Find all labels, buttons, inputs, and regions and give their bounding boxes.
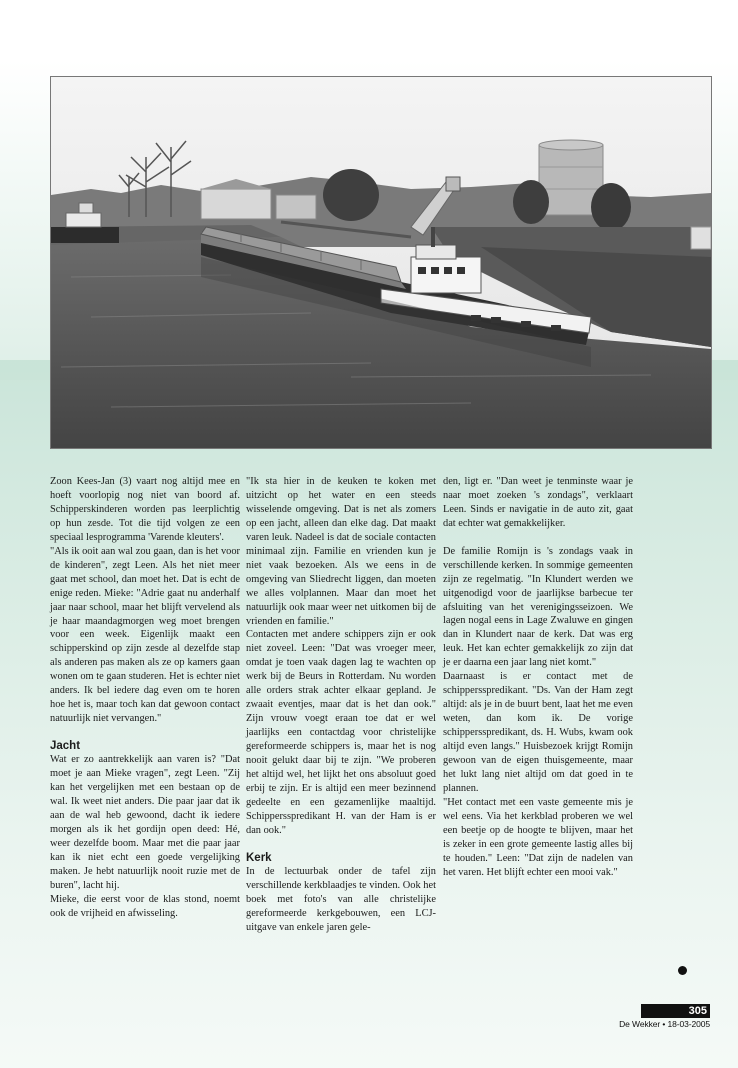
page-number: 305 — [641, 1004, 710, 1018]
section-heading-jacht: Jacht — [50, 740, 81, 753]
paragraph: "Als ik ooit aan wal zou gaan, dan is het voor de kinderen", zegt Leen. Als het niet meer gaat met school, dan moet het. Dat is echt de enige reden. Mieke: "Adrie gaat nu anderhalf jaar naar school, maar het blijft vervelend als je haar maandagmorgen weg moet brengen voor een week. Eigenlijk maakt een schipperskind op zijn zesde al dezelfde stap als anderen pas maken als ze op kamers gaan wonen om te gaan studeren. Het is echter niet anders. Ik bel iedere dag even om te horen hoe het is, maar toch kan dat gewoon contact natuurlijk niet vervangen." — [50, 545, 240, 725]
end-of-article-bullet-icon — [678, 966, 687, 975]
paragraph: Wat er zo aantrekkelijk aan varen is? "Dat moet je aan Mieke vragen", zegt Leen. "Zij kan het vergelijken met een bestaan op de wal. Ik weet niet anders. Die paar jaar dat ik aan de wal heb gewoond, dacht ik iedere morgen als ik het gordijn open deed: Hé, weer dezelfde boom. Maar met die paar jaar kan ik niet echt een goede vergelijking maken. Je hebt natuurlijk nooit ruzie met de buren", lacht hij. — [50, 754, 240, 891]
paragraph: Mieke, die eerst voor de klas stond, noemt ook de vrijheid en afwisseling. — [50, 893, 240, 919]
barge-photo — [50, 76, 712, 449]
paragraph: De familie Romijn is 's zondags vaak in verschillende kerken. In sommige gemeenten zijn ze regelmatig. "In Klundert werden we uitgenodigd voor de jaarlijkse barbecue ter afsluiting van het verenigingsseizoen. We lagen nogal eens in Lage Zwaluwe en gingen dan in Klundert naar de kerk. Dat was erg leuk. Het kan echter gemakkelijk zo zijn dat je er daarna een jaar lang niet komt." — [443, 545, 633, 669]
paragraph: In de lectuurbak onder de tafel zijn verschillende kerkblaadjes te vinden. Ook het boek met foto's van alle christelijke gereformeerde kerkgebouwen, een LCJ-uitgave van enkele jaren gele- — [246, 865, 436, 933]
paragraph: "Ik sta hier in de keuken te koken met uitzicht op het water en een steeds wisselende omgeving. Dat is net als zomers op een jacht, alleen dan elke dag. Dat maakt varen leuk. Nadeel is dat de sociale contacten minimaal zijn. Familie en vrienden kun je niet vaak bezoeken. Als we eens in de omgeving van Sliedrecht liggen, dan moeten we alles volplannen. Maar dan moet het natuurlijk ook maar weer net uitkomen bij de vrienden en familie." — [246, 476, 436, 627]
text-column-2 — [246, 475, 436, 935]
paragraph: Zoon Kees-Jan (3) vaart nog altijd mee en hoeft voorlopig nog niet van boord af. Schipperskinderen worden pas leerplichtig op hun zesde. Tot die tijd volgen ze een speciaal lesprogramma 'Varende kleuters'. — [50, 476, 240, 543]
paragraph: "Het contact met een vaste gemeente mis je wel eens. Via het kerkblad proberen we wel een beetje op de hoogte te blijven, maar het is zeker in een grote gemeente lastig alles bij te houden." Leen: "Dat zijn de nadelen van het varen. Het blijft echter een mooi vak." — [443, 796, 633, 878]
section-heading-kerk: Kerk — [246, 851, 272, 864]
paragraph: Contacten met andere schippers zijn er ook niet zoveel. Leen: "Dat was vroeger meer, omdat je toen vaak dagen lag te wachten op werk bij de Beurs in Rotterdam. Nu worden alle orders strak achter elkaar gepland. Je zwaait eventjes, maar dat is het dan ook." Zijn vrouw voegt eraan toe dat er wel jaarlijks een contactdag voor christelijke gereformeerde schippers is, maar het is nog nooit gelukt daar bij te zijn. "We proberen het altijd wel, het lijkt het ons absoluut goed erbij te zijn. Er is altijd een meer bezinnend gedeelte en een gezamenlijke maaltijd. Schippersspredikant H. van der Ham is er dan ook." — [246, 629, 436, 836]
text-column-1 — [50, 475, 240, 921]
paragraph: den, ligt er. "Dan weet je tenminste waar je naar moet zoeken 's zondags", verklaart Leen. Sinds er navigatie in de auto zit, gaat dat echter wat gemakkelijker. — [443, 476, 633, 529]
text-column-3 — [443, 475, 633, 880]
paragraph: Daarnaast is er contact met de schippersspredikant. "Ds. Van der Ham zegt altijd: als je in de buurt bent, laat het me even weten, dan kom ik. De vorige schippersspredikant, ds. H. Wubs, kwam ook altijd even langs." Huisbezoek krijgt Romijn gewoon van de eigen thuisgemeente, maar het lukt lang niet altijd om dat goed in te plannen. — [443, 671, 633, 794]
publication-footer: De Wekker • 18-03-2005 — [619, 1019, 710, 1029]
